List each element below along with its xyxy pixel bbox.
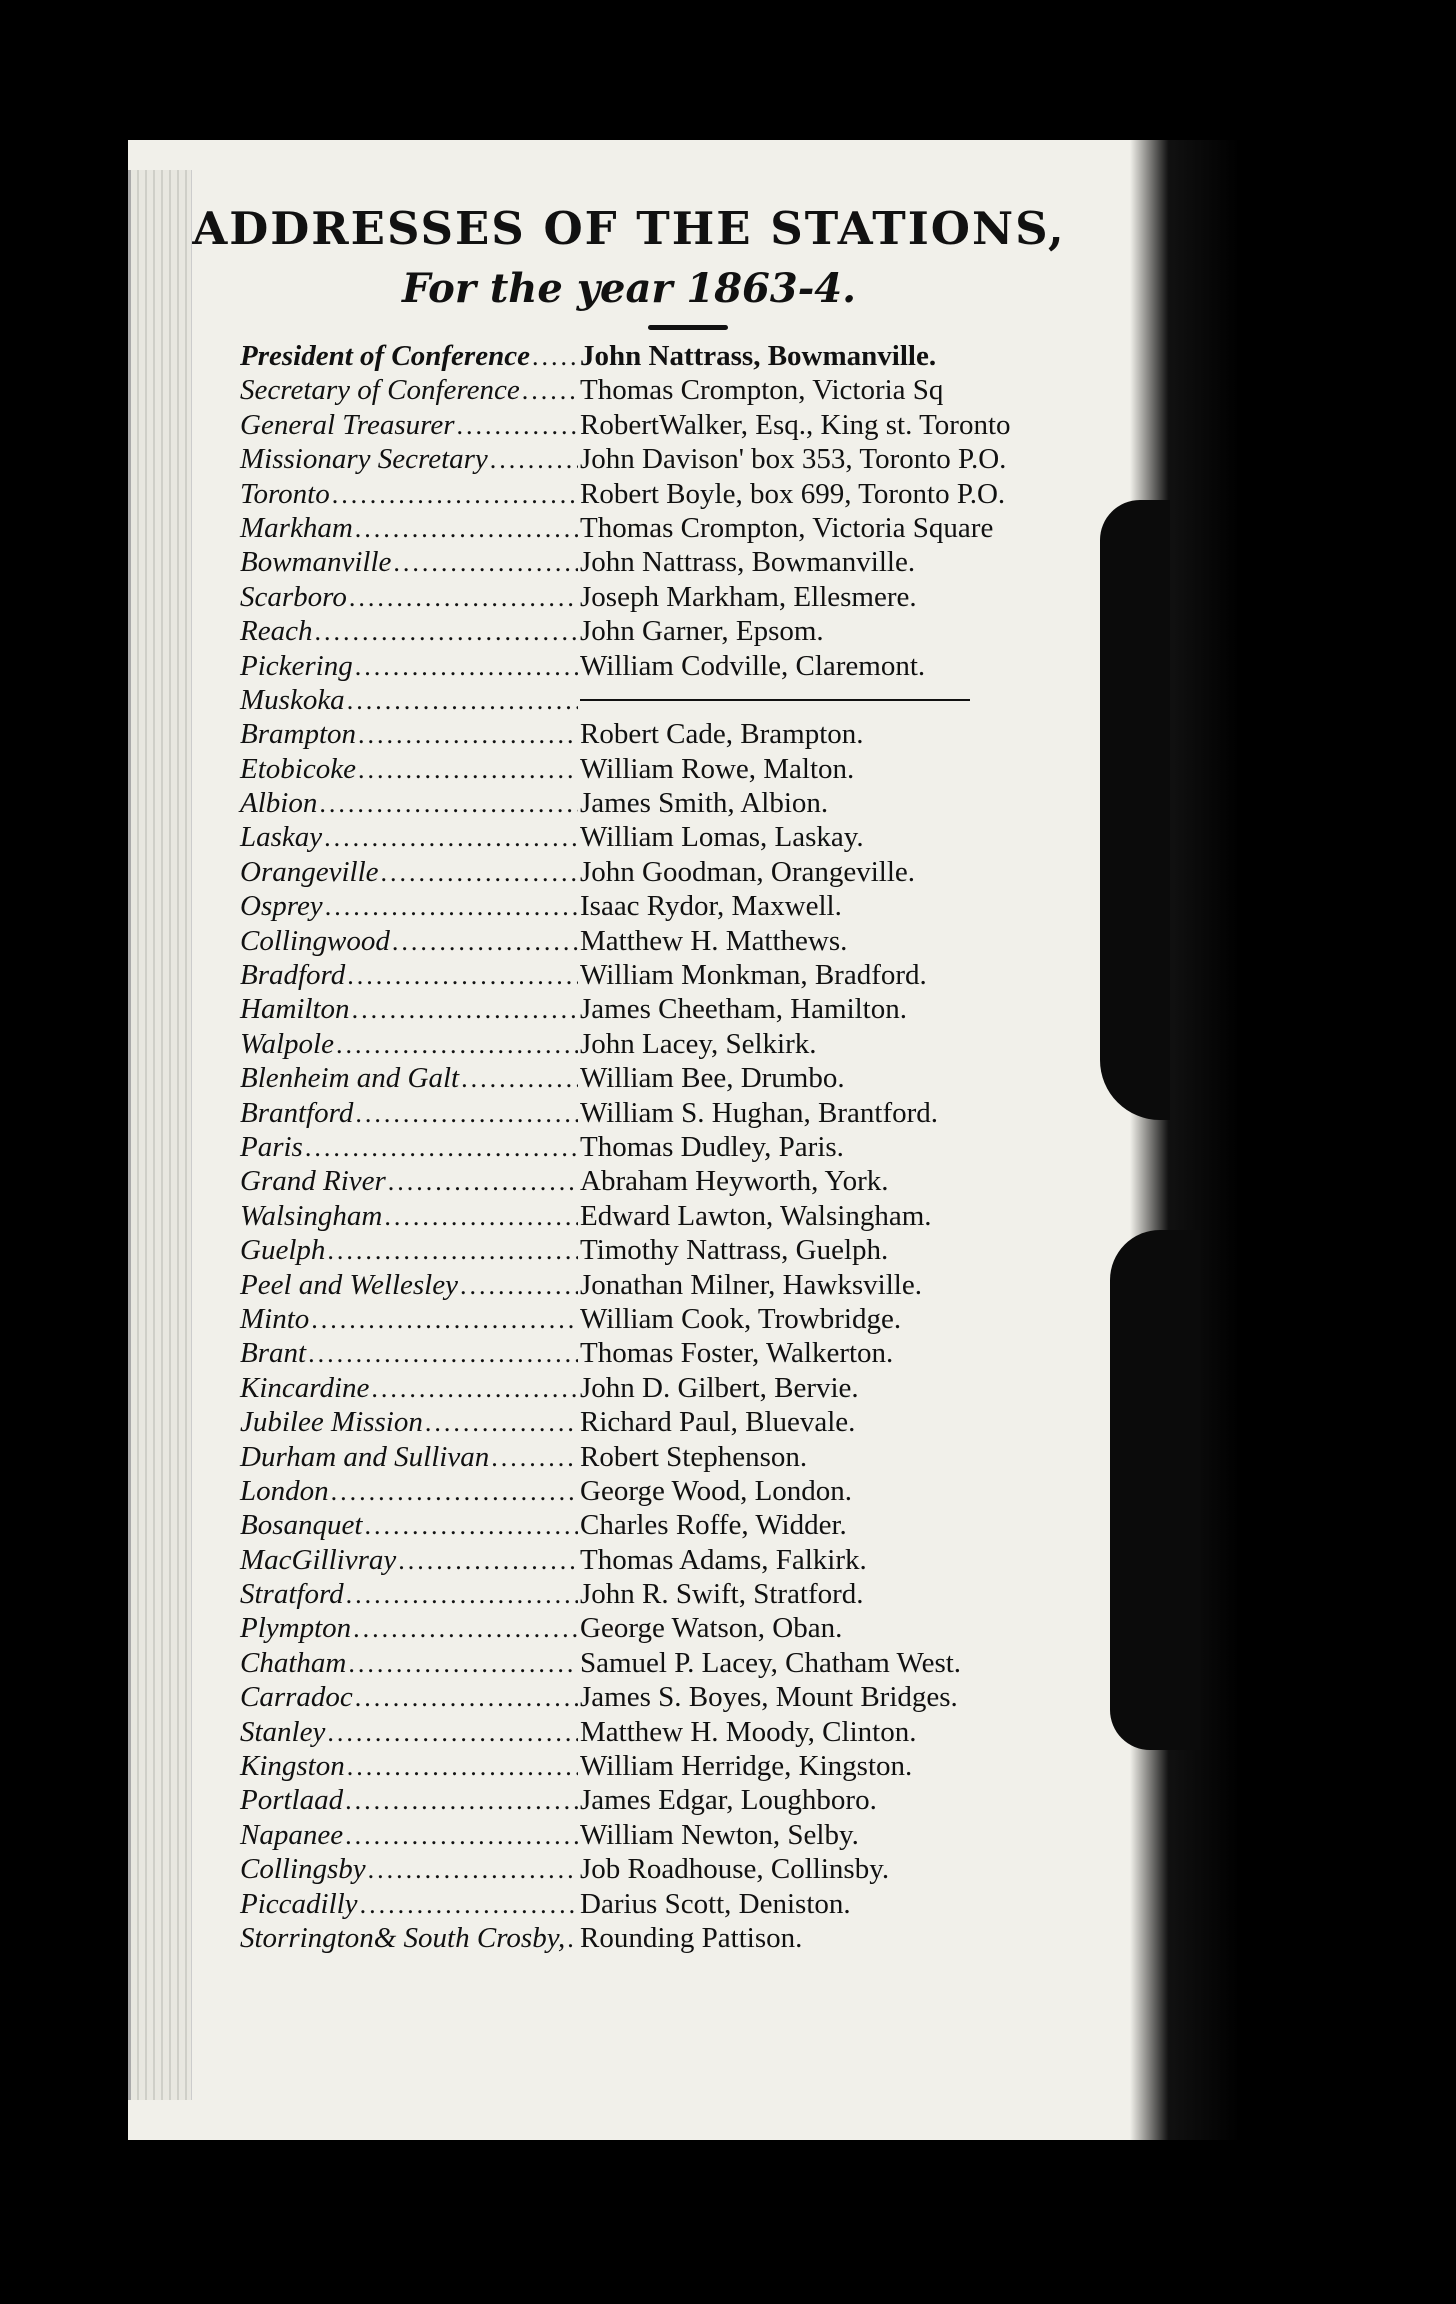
- station-entry: [240, 1165, 1120, 1199]
- station-address: William Herridge, Kingston.: [580, 1750, 913, 1783]
- station-address: James S. Boyes, Mount Bridges.: [580, 1681, 958, 1714]
- document-page: [128, 140, 1240, 2140]
- station-name: President of Conference: [240, 340, 530, 372]
- station-address: Darius Scott, Deniston.: [580, 1887, 851, 1920]
- station-name: Laskay: [240, 821, 323, 854]
- station-address: Rounding Pattison.: [580, 1921, 803, 1954]
- station-entry: [240, 890, 1120, 924]
- station-entry: [240, 1303, 1120, 1337]
- leader-dots: [346, 1580, 578, 1610]
- station-name: Piccadilly: [240, 1887, 358, 1920]
- station-address: Richard Paul, Bluevale.: [580, 1406, 856, 1439]
- leader-dots: [355, 652, 578, 682]
- leader-dots: [314, 617, 578, 647]
- station-address: William Monkman, Bradford.: [580, 959, 927, 992]
- leader-dots: [324, 823, 578, 853]
- station-entry: [240, 409, 1120, 443]
- station-entry: [240, 856, 1120, 890]
- station-entry: [240, 1544, 1120, 1578]
- leader-dots: [347, 686, 578, 716]
- station-entry: [240, 443, 1120, 477]
- station-address: Thomas Adams, Falkirk.: [580, 1543, 867, 1576]
- station-entry: [240, 1441, 1120, 1475]
- leader-dots: [392, 927, 578, 957]
- station-name: Brant: [240, 1337, 307, 1370]
- station-address: William S. Hughan, Brantford.: [580, 1096, 939, 1129]
- station-entry: [240, 1647, 1120, 1681]
- leader-dots: [336, 1030, 578, 1060]
- station-address: Charles Roffe, Widder.: [580, 1509, 847, 1542]
- station-entry: [240, 1131, 1120, 1165]
- station-name: Paris: [240, 1130, 303, 1163]
- station-entry: [240, 1509, 1120, 1543]
- station-address: George Watson, Oban.: [580, 1612, 843, 1645]
- station-address: [580, 684, 1120, 717]
- station-entry: [240, 1097, 1120, 1131]
- station-entry: [240, 1475, 1120, 1509]
- station-address: John Nattrass, Bowmanville.: [580, 340, 937, 372]
- leader-dots: [388, 1167, 578, 1197]
- leader-dots: [345, 1821, 578, 1851]
- station-address: William Lomas, Laskay.: [580, 821, 864, 854]
- station-name: Albion: [240, 787, 318, 820]
- station-entry: [240, 581, 1120, 615]
- station-entry: [240, 1372, 1120, 1406]
- ink-stain: [1130, 140, 1240, 2140]
- station-address: Matthew H. Matthews.: [580, 924, 848, 957]
- leader-dots: [311, 1305, 578, 1335]
- leader-dots: [425, 1408, 578, 1438]
- station-name: Scarboro: [240, 580, 347, 613]
- blank-address-rule: [580, 699, 970, 701]
- leader-dots: [371, 1374, 578, 1404]
- station-address: William Bee, Drumbo.: [580, 1062, 845, 1095]
- station-entry: [240, 512, 1120, 546]
- station-name: Muskoka: [240, 683, 345, 716]
- station-entry: [240, 1716, 1120, 1750]
- station-address: Edward Lawton, Walsingham.: [580, 1199, 932, 1232]
- station-entry: [240, 1922, 1120, 1956]
- station-name: Portlaad: [240, 1784, 344, 1817]
- station-entry: [240, 718, 1120, 752]
- leader-dots: [364, 1511, 578, 1541]
- leader-dots: [567, 1924, 578, 1954]
- station-name: Walsingham: [240, 1199, 383, 1232]
- station-name: Minto: [240, 1302, 310, 1335]
- leader-dots: [325, 892, 578, 922]
- station-entry: [240, 615, 1120, 649]
- station-address: William Rowe, Malton.: [580, 752, 855, 785]
- station-address: John Davison' box 353, Toronto P.O.: [580, 443, 1007, 476]
- station-address: Matthew H. Moody, Clinton.: [580, 1715, 917, 1748]
- station-entry: [240, 1234, 1120, 1268]
- station-entry: [240, 1406, 1120, 1440]
- leader-dots: [305, 1133, 578, 1163]
- station-name: General Treasurer: [240, 408, 455, 441]
- station-name: Napanee: [240, 1818, 344, 1851]
- station-entry: [240, 925, 1120, 959]
- leader-dots: [522, 376, 578, 406]
- page-subtitle: For the year 1863-4.: [401, 265, 857, 312]
- leader-dots: [347, 961, 578, 991]
- leader-dots: [327, 1718, 578, 1748]
- leader-dots: [355, 1099, 578, 1129]
- station-name: Kincardine: [240, 1371, 370, 1404]
- station-entry: [240, 1681, 1120, 1715]
- station-name: Chatham: [240, 1646, 347, 1679]
- station-name: Jubilee Mission: [240, 1406, 423, 1439]
- station-address: John Garner, Epsom.: [580, 615, 824, 648]
- station-name: Toronto: [240, 477, 330, 510]
- ink-stain: [1110, 1230, 1200, 1750]
- station-name: Hamilton: [240, 993, 350, 1026]
- page-title: ADDRESSES OF THE STATIONS,: [192, 202, 1066, 255]
- station-address: Samuel P. Lacey, Chatham West.: [580, 1646, 962, 1679]
- station-name: Grand River: [240, 1165, 386, 1198]
- leader-dots: [308, 1339, 578, 1369]
- station-entry: [240, 1062, 1120, 1096]
- station-entry: [240, 340, 1120, 374]
- station-name: Peel and Wellesley: [240, 1268, 458, 1301]
- station-name: Carradoc: [240, 1681, 353, 1714]
- leader-dots: [490, 445, 578, 475]
- station-entry: [240, 753, 1120, 787]
- station-name: MacGillivray: [240, 1543, 397, 1576]
- station-address: James Edgar, Loughboro.: [580, 1784, 877, 1817]
- station-entry: [240, 1028, 1120, 1062]
- station-entry: [240, 650, 1120, 684]
- station-name: Walpole: [240, 1027, 334, 1060]
- station-name: Orangeville: [240, 855, 379, 888]
- leader-dots: [358, 720, 578, 750]
- station-entry: [240, 959, 1120, 993]
- leader-dots: [460, 1271, 578, 1301]
- station-address: Timothy Nattrass, Guelph.: [580, 1234, 889, 1267]
- station-entry: [240, 821, 1120, 855]
- leader-dots: [461, 1064, 578, 1094]
- leader-dots: [384, 1202, 578, 1232]
- station-address: Thomas Dudley, Paris.: [580, 1130, 844, 1163]
- leader-dots: [532, 342, 578, 372]
- station-entry: [240, 787, 1120, 821]
- station-address: John R. Swift, Stratford.: [580, 1578, 864, 1611]
- station-name: Stanley: [240, 1715, 326, 1748]
- station-address: John Lacey, Selkirk.: [580, 1027, 817, 1060]
- station-name: Missionary Secretary: [240, 443, 488, 476]
- leader-dots: [348, 1649, 578, 1679]
- station-name: Osprey: [240, 890, 323, 923]
- leader-dots: [368, 1855, 578, 1885]
- station-entry: [240, 1200, 1120, 1234]
- station-entry: [240, 546, 1120, 580]
- leader-dots: [491, 1443, 578, 1473]
- station-address: William Newton, Selby.: [580, 1818, 859, 1851]
- station-address: John D. Gilbert, Bervie.: [580, 1371, 859, 1404]
- station-name: Secretary of Conference: [240, 374, 520, 407]
- station-name: Guelph: [240, 1234, 326, 1267]
- station-name: Stratford: [240, 1578, 344, 1611]
- station-name: Storrington& South Crosby,: [240, 1921, 566, 1954]
- leader-dots: [332, 480, 578, 510]
- leader-dots: [331, 1477, 578, 1507]
- station-address: Robert Cade, Brampton.: [580, 718, 864, 751]
- leader-dots: [393, 548, 578, 578]
- station-address: Joseph Markham, Ellesmere.: [580, 580, 917, 613]
- leader-dots: [345, 1786, 578, 1816]
- leader-dots: [355, 514, 578, 544]
- station-address: William Cook, Trowbridge.: [580, 1302, 902, 1335]
- station-name: Markham: [240, 511, 353, 544]
- station-name: Durham and Sullivan: [240, 1440, 490, 1473]
- station-entry: [240, 1819, 1120, 1853]
- station-name: Blenheim and Galt: [240, 1062, 460, 1095]
- station-list: [240, 340, 1120, 1956]
- station-address: James Cheetham, Hamilton.: [580, 993, 907, 1026]
- station-entry: [240, 1578, 1120, 1612]
- station-address: Job Roadhouse, Collinsby.: [580, 1853, 890, 1886]
- leader-dots: [457, 411, 578, 441]
- page-edge: [128, 170, 192, 2100]
- station-name: Brantford: [240, 1096, 354, 1129]
- station-address: John Nattrass, Bowmanville.: [580, 546, 916, 579]
- leader-dots: [358, 755, 578, 785]
- leader-dots: [327, 1236, 578, 1266]
- station-address: Thomas Crompton, Victoria Sq: [580, 374, 944, 407]
- station-name: Reach: [240, 615, 313, 648]
- station-entry: [240, 993, 1120, 1027]
- station-address: George Wood, London.: [580, 1474, 853, 1507]
- station-address: Isaac Rydor, Maxwell.: [580, 890, 842, 923]
- station-name: Bosanquet: [240, 1509, 363, 1542]
- station-address: Robert Stephenson.: [580, 1440, 808, 1473]
- station-name: Kingston: [240, 1750, 345, 1783]
- leader-dots: [381, 858, 578, 888]
- station-address: RobertWalker, Esq., King st. Toronto: [580, 408, 1011, 441]
- station-address: Thomas Foster, Walkerton.: [580, 1337, 894, 1370]
- leader-dots: [398, 1546, 578, 1576]
- station-address: Thomas Crompton, Victoria Square: [580, 511, 994, 544]
- station-name: Pickering: [240, 649, 353, 682]
- station-entry: [240, 1853, 1120, 1887]
- leader-dots: [352, 995, 578, 1025]
- leader-dots: [347, 1752, 578, 1782]
- station-name: Bowmanville: [240, 546, 392, 579]
- station-entry: [240, 1750, 1120, 1784]
- station-address: Abraham Heyworth, York.: [580, 1165, 889, 1198]
- station-name: Etobicoke: [240, 752, 356, 785]
- station-address: Jonathan Milner, Hawksville.: [580, 1268, 922, 1301]
- station-address: William Codville, Claremont.: [580, 649, 926, 682]
- station-entry: [240, 1269, 1120, 1303]
- station-address: Robert Boyle, box 699, Toronto P.O.: [580, 477, 1006, 510]
- station-entry: [240, 374, 1120, 408]
- station-name: Bradford: [240, 959, 346, 992]
- station-name: Brampton: [240, 718, 356, 751]
- leader-dots: [349, 583, 578, 613]
- station-name: Plympton: [240, 1612, 352, 1645]
- station-name: London: [240, 1474, 329, 1507]
- station-entry: [240, 1888, 1120, 1922]
- title-divider: [648, 325, 728, 330]
- leader-dots: [360, 1890, 578, 1920]
- leader-dots: [355, 1683, 578, 1713]
- station-address: James Smith, Albion.: [580, 787, 829, 820]
- station-address: John Goodman, Orangeville.: [580, 855, 916, 888]
- station-entry: [240, 1784, 1120, 1818]
- station-entry: [240, 1337, 1120, 1371]
- station-entry: [240, 478, 1120, 512]
- leader-dots: [319, 789, 578, 819]
- station-name: Collingsby: [240, 1853, 366, 1886]
- station-entry: [240, 684, 1120, 718]
- station-name: Collingwood: [240, 924, 390, 957]
- station-entry: [240, 1612, 1120, 1646]
- leader-dots: [353, 1614, 578, 1644]
